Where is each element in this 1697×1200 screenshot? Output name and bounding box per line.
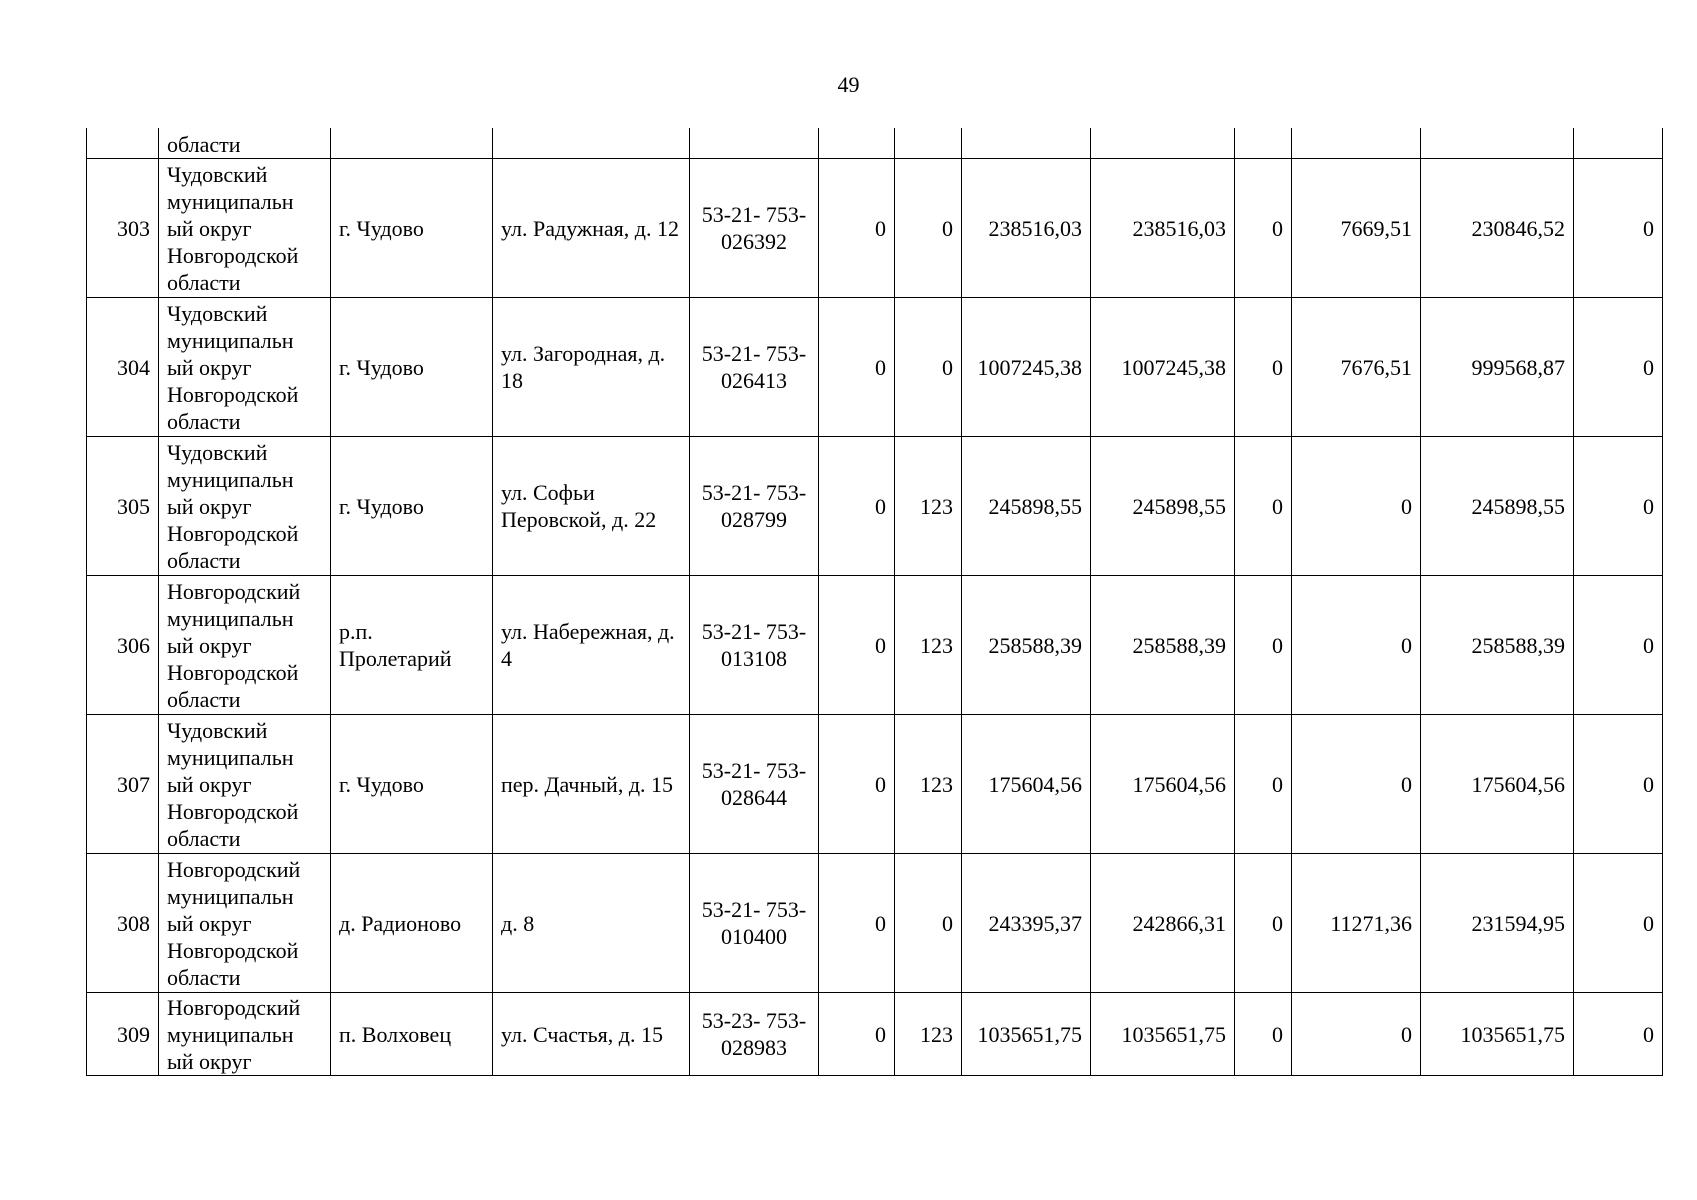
cell-c5: 0 — [1235, 298, 1292, 437]
cell-c1: 0 — [819, 993, 895, 1076]
cell-num: 305 — [87, 437, 159, 576]
cell-c3: 245898,55 — [962, 437, 1091, 576]
cell-code — [690, 128, 819, 159]
cell-c6: 11271,36 — [1292, 854, 1421, 993]
cell-c5: 0 — [1235, 576, 1292, 715]
cell-address: ул. Радужная, д. 12 — [493, 159, 690, 298]
cell-municipality: Новгородский муниципальн ый округ — [159, 993, 331, 1076]
cell-c6: 7669,51 — [1292, 159, 1421, 298]
cell-code: 53-21- 753- 026392 — [690, 159, 819, 298]
cell-address: д. 8 — [493, 854, 690, 993]
cell-c2 — [895, 128, 962, 159]
cell-c4: 175604,56 — [1091, 715, 1235, 854]
cell-c8: 0 — [1574, 576, 1663, 715]
cell-c8: 0 — [1574, 715, 1663, 854]
cell-c1: 0 — [819, 437, 895, 576]
cell-num: 303 — [87, 159, 159, 298]
cell-address — [493, 128, 690, 159]
cell-c1 — [819, 128, 895, 159]
table-row — [87, 437, 1663, 576]
table-row — [87, 854, 1663, 993]
cell-c5: 0 — [1235, 854, 1292, 993]
cell-c8: 0 — [1574, 993, 1663, 1076]
cell-settlement: д. Радионово — [331, 854, 493, 993]
cell-c2: 123 — [895, 437, 962, 576]
cell-c3: 258588,39 — [962, 576, 1091, 715]
cell-settlement: г. Чудово — [331, 159, 493, 298]
cell-c1: 0 — [819, 576, 895, 715]
page-number: 49 — [837, 72, 860, 97]
cell-c7: 258588,39 — [1421, 576, 1574, 715]
cell-settlement: р.п. Пролетарий — [331, 576, 493, 715]
cell-c5: 0 — [1235, 159, 1292, 298]
table-row — [87, 576, 1663, 715]
cell-c7: 1035651,75 — [1421, 993, 1574, 1076]
cell-code: 53-21- 753- 028644 — [690, 715, 819, 854]
cell-c1: 0 — [819, 298, 895, 437]
cell-c3: 243395,37 — [962, 854, 1091, 993]
cell-address: ул. Загородная, д. 18 — [493, 298, 690, 437]
cell-c1: 0 — [819, 159, 895, 298]
cell-c4: 1035651,75 — [1091, 993, 1235, 1076]
cell-c8: 0 — [1574, 298, 1663, 437]
cell-address: пер. Дачный, д. 15 — [493, 715, 690, 854]
cell-code: 53-21- 753- 026413 — [690, 298, 819, 437]
cell-c6: 0 — [1292, 715, 1421, 854]
cell-code: 53-21- 753- 010400 — [690, 854, 819, 993]
cell-c2: 123 — [895, 576, 962, 715]
cell-address: ул. Набережная, д. 4 — [493, 576, 690, 715]
cell-c7: 175604,56 — [1421, 715, 1574, 854]
cell-c8: 0 — [1574, 854, 1663, 993]
table-row-continuation — [87, 128, 1663, 159]
table-row — [87, 159, 1663, 298]
cell-municipality: Новгородский муниципальн ый округ Новгородской области — [159, 854, 331, 993]
cell-c4: 242866,31 — [1091, 854, 1235, 993]
cell-c2: 123 — [895, 715, 962, 854]
cell-num: 309 — [87, 993, 159, 1076]
cell-c6: 0 — [1292, 437, 1421, 576]
cell-c4: 238516,03 — [1091, 159, 1235, 298]
cell-c7: 230846,52 — [1421, 159, 1574, 298]
cell-c7 — [1421, 128, 1574, 159]
cell-c6: 0 — [1292, 993, 1421, 1076]
cell-c3: 175604,56 — [962, 715, 1091, 854]
cell-c4: 245898,55 — [1091, 437, 1235, 576]
cell-c2: 0 — [895, 159, 962, 298]
cell-c7: 231594,95 — [1421, 854, 1574, 993]
table-row — [87, 298, 1663, 437]
cell-c5 — [1235, 128, 1292, 159]
cell-c3: 1007245,38 — [962, 298, 1091, 437]
cell-municipality: области — [159, 128, 331, 159]
cell-c1: 0 — [819, 715, 895, 854]
cell-municipality: Чудовский муниципальн ый округ Новгородской области — [159, 298, 331, 437]
cell-municipality: Новгородский муниципальн ый округ Новгородской области — [159, 576, 331, 715]
cell-c7: 999568,87 — [1421, 298, 1574, 437]
cell-c6: 0 — [1292, 576, 1421, 715]
cell-code: 53-23- 753- 028983 — [690, 993, 819, 1076]
cell-c3: 1035651,75 — [962, 993, 1091, 1076]
cell-settlement: п. Волховец — [331, 993, 493, 1076]
table-row — [87, 993, 1663, 1076]
cell-address: ул. Софьи Перовской, д. 22 — [493, 437, 690, 576]
table-row — [87, 715, 1663, 854]
cell-settlement: г. Чудово — [331, 298, 493, 437]
cell-c2: 123 — [895, 993, 962, 1076]
cell-c8 — [1574, 128, 1663, 159]
cell-c4 — [1091, 128, 1235, 159]
cell-num: 308 — [87, 854, 159, 993]
cell-code: 53-21- 753- 028799 — [690, 437, 819, 576]
cell-code: 53-21- 753- 013108 — [690, 576, 819, 715]
cell-c6: 7676,51 — [1292, 298, 1421, 437]
cell-c4: 1007245,38 — [1091, 298, 1235, 437]
cell-num: 304 — [87, 298, 159, 437]
cell-c6 — [1292, 128, 1421, 159]
cell-num: 306 — [87, 576, 159, 715]
cell-settlement: г. Чудово — [331, 437, 493, 576]
cell-c5: 0 — [1235, 437, 1292, 576]
cell-c3 — [962, 128, 1091, 159]
data-table — [86, 128, 1663, 1076]
cell-c3: 238516,03 — [962, 159, 1091, 298]
cell-c8: 0 — [1574, 437, 1663, 576]
cell-address: ул. Счастья, д. 15 — [493, 993, 690, 1076]
cell-c5: 0 — [1235, 993, 1292, 1076]
cell-num — [87, 128, 159, 159]
cell-c8: 0 — [1574, 159, 1663, 298]
cell-c4: 258588,39 — [1091, 576, 1235, 715]
cell-municipality: Чудовский муниципальн ый округ Новгородской области — [159, 159, 331, 298]
cell-c1: 0 — [819, 854, 895, 993]
cell-settlement — [331, 128, 493, 159]
cell-municipality: Чудовский муниципальн ый округ Новгородской области — [159, 437, 331, 576]
table-body — [87, 128, 1663, 1076]
cell-num: 307 — [87, 715, 159, 854]
cell-settlement: г. Чудово — [331, 715, 493, 854]
cell-municipality: Чудовский муниципальн ый округ Новгородской области — [159, 715, 331, 854]
cell-c2: 0 — [895, 854, 962, 993]
cell-c2: 0 — [895, 298, 962, 437]
cell-c7: 245898,55 — [1421, 437, 1574, 576]
cell-c5: 0 — [1235, 715, 1292, 854]
